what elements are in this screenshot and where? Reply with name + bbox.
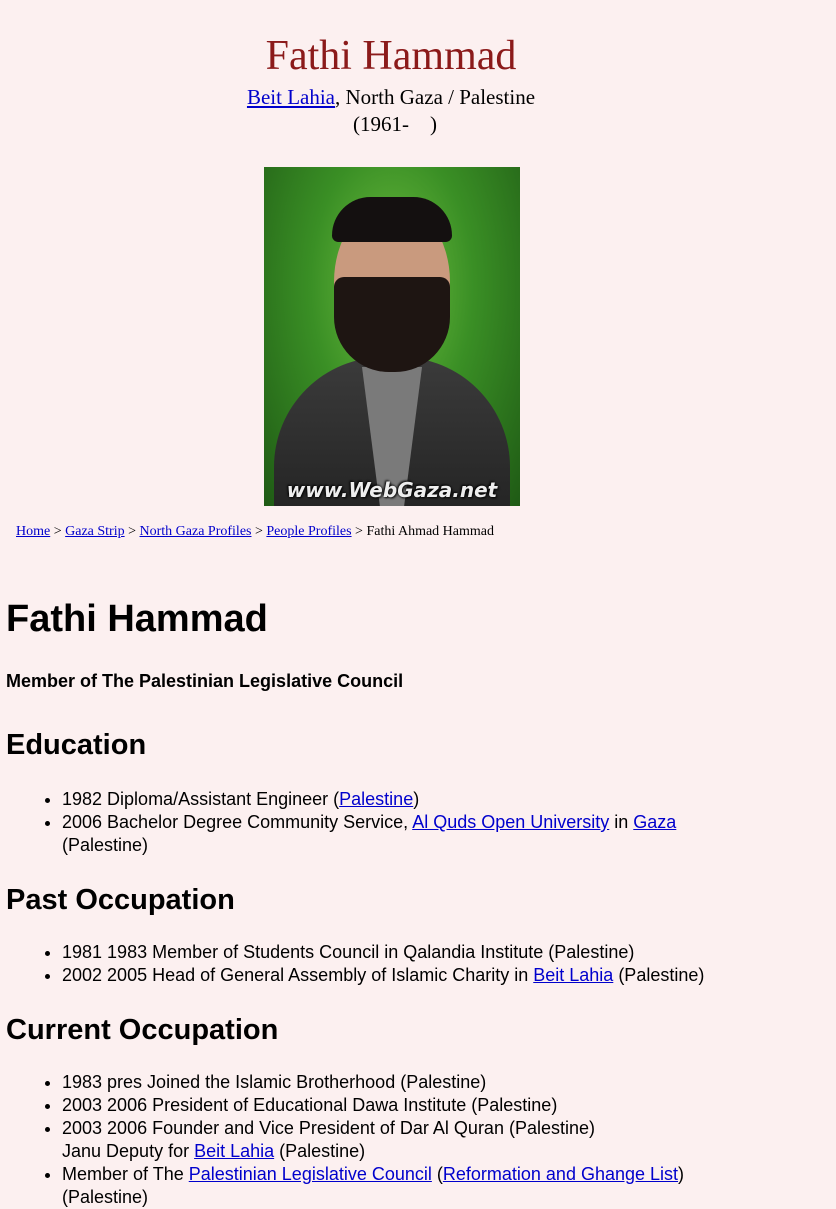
education-list xyxy=(6,788,826,857)
past-occupation-list xyxy=(6,941,826,987)
item-text: 2006 Bachelor Degree Community Service, xyxy=(62,812,413,832)
item-text: 2002 2005 Head of General Assembly of Islamic Charity in xyxy=(62,965,534,985)
item-text: in xyxy=(609,812,634,832)
profile-photo xyxy=(264,167,520,506)
photo-watermark: www.WebGaza.net xyxy=(286,478,498,502)
list-item xyxy=(62,1117,826,1163)
current-occupation-heading: Current Occupation xyxy=(6,1014,279,1046)
profile-role: Member of The Palestinian Legislative Council xyxy=(6,671,404,691)
current-occupation-list xyxy=(6,1071,826,1209)
item-text: ( xyxy=(431,1164,443,1184)
list-item xyxy=(62,964,826,987)
plc-link[interactable]: Palestinian Legislative Council xyxy=(188,1164,432,1184)
breadcrumb-separator: > xyxy=(251,524,267,539)
beit-lahia-link[interactable]: Beit Lahia xyxy=(194,1141,275,1161)
item-text: ) xyxy=(678,1164,685,1184)
item-text: Member of The xyxy=(62,1164,189,1184)
item-text: 2003 2006 Founder and Vice President of Dar Al Quran (Palestine) xyxy=(62,1118,595,1138)
photo-hair xyxy=(332,197,452,242)
breadcrumb xyxy=(16,523,494,541)
list-item xyxy=(62,788,826,811)
breadcrumb-north-gaza-link[interactable]: North Gaza Profiles xyxy=(139,524,252,539)
breadcrumb-people-profiles-link[interactable]: People Profiles xyxy=(266,524,352,539)
item-text: (Palestine) xyxy=(613,965,705,985)
list-item: • 1983 pres Joined the Islamic Brotherhood (Palestine) xyxy=(62,1071,826,1094)
item-text: ) xyxy=(413,789,420,809)
list-item: • 2003 2006 President of Educational Dawa Institute (Palestine) xyxy=(62,1094,826,1117)
page-title: Fathi Hammad xyxy=(265,33,517,79)
beit-lahia-link[interactable]: Beit Lahia xyxy=(246,85,336,109)
list-item: • 1981 1983 Member of Students Council in Qalandia Institute (Palestine) xyxy=(62,941,826,964)
list-item xyxy=(62,811,826,857)
item-text: (Palestine) xyxy=(274,1141,366,1161)
item-text: (Palestine) xyxy=(62,835,149,855)
palestine-link[interactable]: Palestine xyxy=(339,789,414,809)
item-text: Janu Deputy for xyxy=(62,1141,195,1161)
list-item xyxy=(62,1163,826,1209)
al-quds-university-link[interactable]: Al Quds Open University xyxy=(412,812,610,832)
beit-lahia-link[interactable]: Beit Lahia xyxy=(533,965,614,985)
profile-name: Fathi Hammad xyxy=(6,598,268,640)
breadcrumb-current: Fathi Ahmad Hammad xyxy=(366,524,494,539)
breadcrumb-separator: > xyxy=(124,524,140,539)
breadcrumb-separator: > xyxy=(50,524,66,539)
breadcrumb-separator: > xyxy=(351,524,367,539)
past-occupation-heading: Past Occupation xyxy=(6,884,235,916)
breadcrumb-gaza-strip-link[interactable]: Gaza Strip xyxy=(65,524,125,539)
profile-content xyxy=(6,596,826,1209)
item-text: 1982 Diploma/Assistant Engineer ( xyxy=(62,789,340,809)
gaza-link[interactable]: Gaza xyxy=(633,812,677,832)
location-line xyxy=(0,84,782,110)
reformation-list-link[interactable]: Reformation and Ghange List xyxy=(442,1164,679,1184)
education-heading: Education xyxy=(6,729,147,761)
location-text: , North Gaza / Palestine xyxy=(335,85,536,109)
breadcrumb-home-link[interactable]: Home xyxy=(16,524,51,539)
item-text: (Palestine) xyxy=(62,1187,149,1207)
life-years: (1961- ) xyxy=(353,112,437,136)
photo-beard xyxy=(334,277,450,372)
